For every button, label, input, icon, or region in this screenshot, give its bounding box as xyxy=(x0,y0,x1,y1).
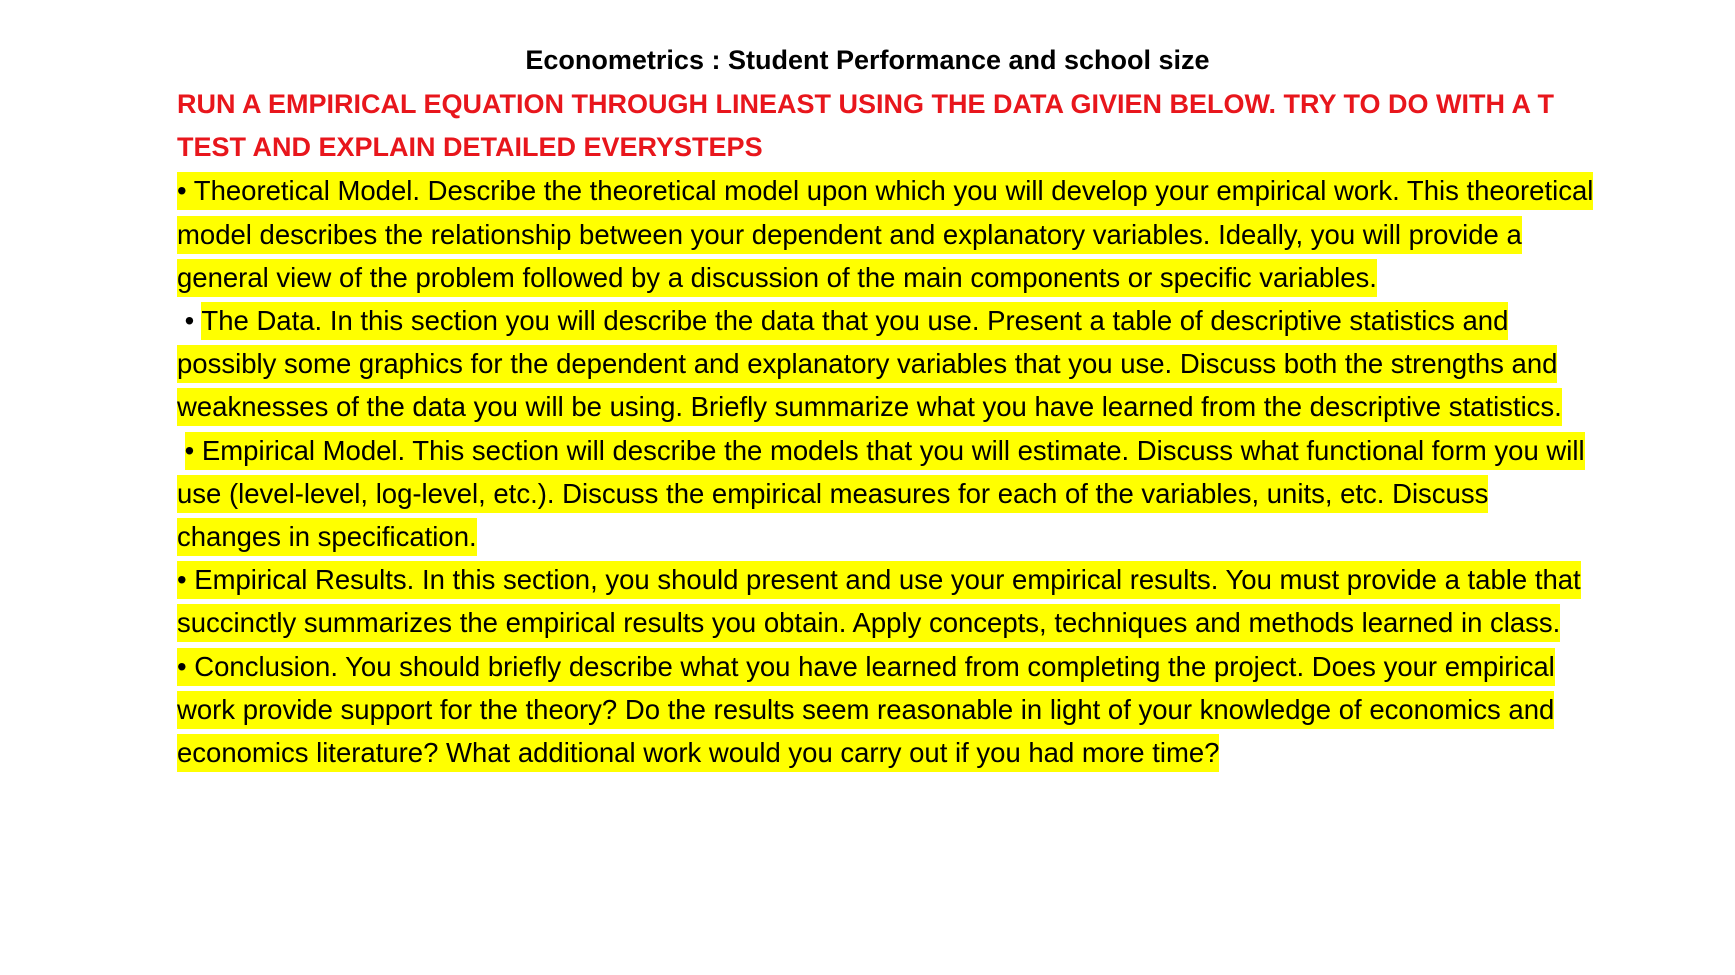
highlighted-text: • Theoretical Model. Describe the theoretical model upon which you will develop your empirical work. This theoretical model describes the relationship between your dependent and explanatory variables. Ideally, you will provide a general view of the problem followed by a discussion of the main components or specific variables. xyxy=(177,172,1593,296)
document-body xyxy=(177,83,1597,774)
bullet-lead: • xyxy=(177,305,202,337)
section-the-data xyxy=(177,299,1597,429)
section-conclusion xyxy=(177,645,1597,775)
section-theoretical-model xyxy=(177,169,1597,299)
document-title: Econometrics : Student Performance and school size xyxy=(525,45,1210,75)
highlighted-text: • Empirical Results. In this section, you should present and use your empirical results. You must provide a table that succinctly summarizes the empirical results you obtain. Apply concepts, techniques and methods learned in class. xyxy=(177,561,1581,642)
section-empirical-results xyxy=(177,558,1597,644)
highlighted-text: • Empirical Model. This section will describe the models that you will estimate. Discuss what functional form you will use (level-level, log-level, etc.). Discuss the empirical measures for each of the variables, units, etc. Discuss changes in specification. xyxy=(177,432,1585,556)
instruction-text: RUN A EMPIRICAL EQUATION THROUGH LINEAST USING THE DATA GIVIEN BELOW. TRY TO DO WITH A T TEST AND EXPLAIN DETAILED EVERYSTEPS xyxy=(177,89,1554,163)
highlighted-text: • Conclusion. You should briefly describe what you have learned from completing the project. Does your empirical work provide support for the theory? Do the results seem reasonable in light of your knowledge of economics and economics literature? What additional work would you carry out if you had more time? xyxy=(177,648,1555,772)
highlighted-text: The Data. In this section you will describe the data that you use. Present a table of descriptive statistics and possibly some graphics for the dependent and explanatory variables that you use. Discuss both the strengths and weaknesses of the data you will be using. Briefly summarize what you have learned from the descriptive statistics. xyxy=(177,302,1562,426)
section-empirical-model xyxy=(177,429,1597,559)
bullet-lead xyxy=(177,435,185,466)
